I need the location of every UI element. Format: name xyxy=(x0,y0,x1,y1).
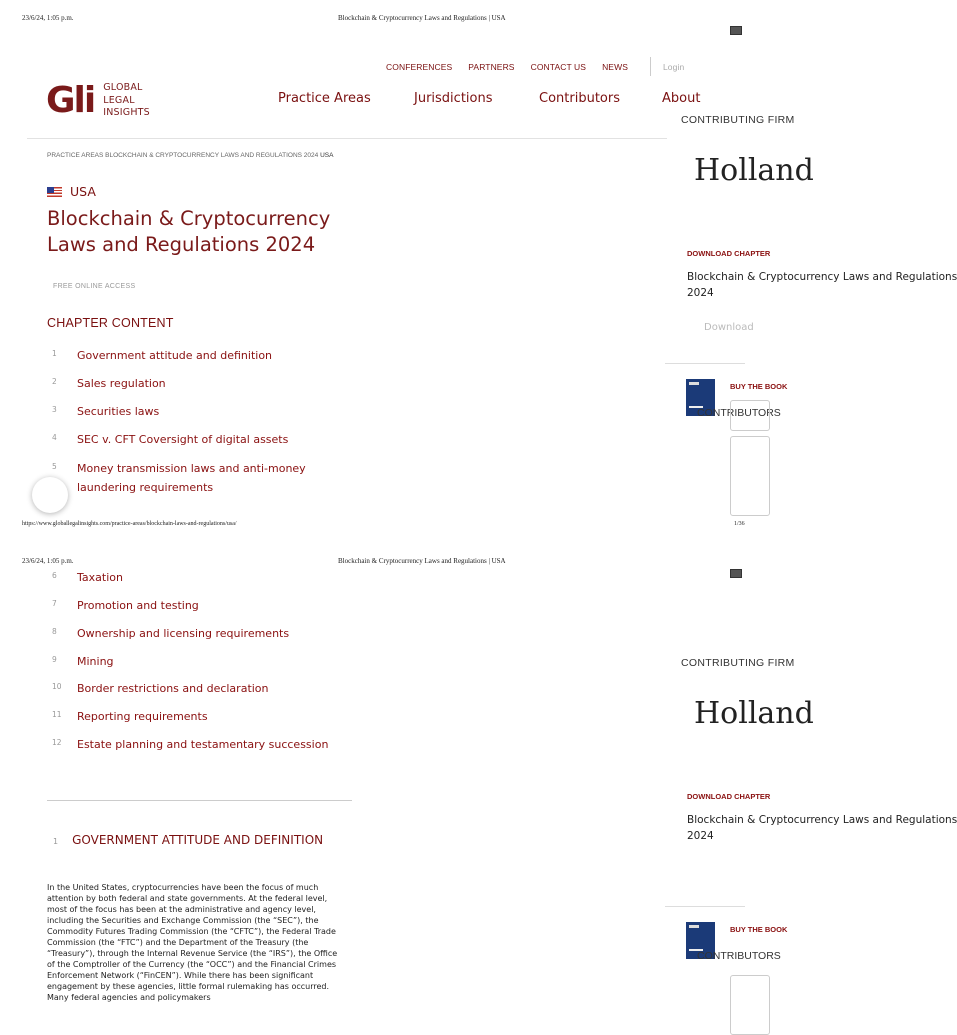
book-title-line: Blockchain & Cryptocurrency Laws and Regulations xyxy=(687,271,957,283)
sidebar-download-heading: DOWNLOAD CHAPTER xyxy=(687,792,771,801)
logo-line-3: INSIGHTS xyxy=(103,107,150,118)
toc-link[interactable]: Securities laws xyxy=(77,405,160,418)
section-body: In the United States, cryptocurrencies have been the focus of much attention by both federal and state governments. At the federal level, most of the focus has been at the administrative and agency level, including the Securities and Exchange Commission (the “SEC”), the Commodity Futures Trading Commission (the “CFTC”), the Federal Trade Commission (the “FTC”) and the Department of the Treasury (the “Treasury”), through the Internal Revenue Service (the “IRS”), the Office of the Comptroller of the Currency (the “OCC”) and the Financial Crimes Enforcement Network (“FinCEN”). While there has been significant engagement by these agencies, little formal rulemaking has occurred. Many federal agencies and policymakers xyxy=(47,883,338,1002)
sidebar-card[interactable] xyxy=(730,400,770,431)
print-doc-title: Blockchain & Cryptocurrency Laws and Regulations | USA xyxy=(338,14,506,22)
toc-item[interactable] xyxy=(47,652,367,671)
toc-link[interactable]: Government attitude and definition xyxy=(77,349,273,362)
toc-number: 11 xyxy=(52,710,62,719)
toc-link[interactable]: Money transmission laws and anti-money laundering requirements xyxy=(77,462,306,494)
toc-link[interactable]: Taxation xyxy=(77,571,123,584)
toc-item[interactable] xyxy=(47,596,367,615)
toc-item[interactable] xyxy=(47,430,367,449)
print-doc-title: Blockchain & Cryptocurrency Laws and Regulations | USA xyxy=(338,557,506,565)
sidebar-contributors-label: CONTRIBUTORS xyxy=(697,407,781,419)
nav-conferences[interactable]: CONFERENCES xyxy=(386,62,453,72)
sidebar-book-title xyxy=(687,269,957,301)
chapter-content-heading: CHAPTER CONTENT xyxy=(47,316,174,330)
breadcrumb-current: USA xyxy=(320,152,334,159)
login-link[interactable]: Login xyxy=(662,62,685,72)
sidebar-divider xyxy=(665,906,745,907)
header-divider xyxy=(27,138,667,139)
logo-line-2: LEGAL xyxy=(103,94,135,106)
toc-item[interactable] xyxy=(47,346,367,365)
logo-wordmark xyxy=(103,82,150,120)
nav-news[interactable]: NEWS xyxy=(602,62,628,72)
toc-number: 1 xyxy=(52,349,57,358)
us-flag-icon xyxy=(47,187,62,197)
toc-link[interactable]: Estate planning and testamentary succession xyxy=(77,738,329,751)
sidebar-book-title xyxy=(687,812,957,844)
sidebar-card[interactable] xyxy=(730,975,770,1035)
sidebar-divider xyxy=(665,363,745,364)
section-title: GOVERNMENT ATTITUDE AND DEFINITION xyxy=(72,833,324,847)
toc-item[interactable] xyxy=(47,459,337,497)
print-page-counter: 1/36 xyxy=(734,521,745,527)
nav-jurisdictions[interactable]: Jurisdictions xyxy=(414,91,493,106)
toc-number: 3 xyxy=(52,405,57,414)
toc-link[interactable]: Reporting requirements xyxy=(77,710,208,723)
toc-number: 12 xyxy=(52,738,62,747)
window-icon xyxy=(730,569,742,578)
nav-separator xyxy=(650,57,651,76)
country-name: USA xyxy=(70,184,96,199)
toc-number: 9 xyxy=(52,655,57,664)
toc-item[interactable] xyxy=(47,735,367,754)
book-year: 2024 xyxy=(687,287,714,299)
breadcrumb-path[interactable]: PRACTICE AREAS BLOCKCHAIN & CRYPTOCURRENCY LAWS AND REGULATIONS 2024 xyxy=(47,152,319,159)
toc-number: 6 xyxy=(52,571,57,580)
logo-line-1: GLOBAL xyxy=(103,82,143,93)
print-url: https://www.globallegalinsights.com/practice-areas/blockchain-laws-and-regulations/usa/ xyxy=(22,521,237,527)
sidebar-download-heading: DOWNLOAD CHAPTER xyxy=(687,249,771,258)
toc-number: 5 xyxy=(52,462,57,471)
toc-number: 7 xyxy=(52,599,57,608)
nav-contact-us[interactable]: CONTACT US xyxy=(530,62,587,72)
toc-link[interactable]: Ownership and licensing requirements xyxy=(77,627,290,640)
sidebar-contributing-label: CONTRIBUTING FIRM xyxy=(681,114,795,126)
book-year: 2024 xyxy=(687,830,714,842)
toc-item[interactable] xyxy=(47,679,367,698)
content-divider xyxy=(47,800,352,801)
window-icon xyxy=(730,26,742,35)
print-date: 23/6/24, 1:05 p.m. xyxy=(22,557,74,565)
free-access-badge: FREE ONLINE ACCESS xyxy=(53,283,136,290)
buy-book-link[interactable]: BUY THE BOOK xyxy=(730,925,788,934)
toc-item[interactable] xyxy=(47,568,367,587)
book-title-line: Blockchain & Cryptocurrency Laws and Regulations xyxy=(687,814,957,826)
toc-link[interactable]: Mining xyxy=(77,655,114,668)
nav-about[interactable]: About xyxy=(662,91,701,106)
nav-practice-areas[interactable]: Practice Areas xyxy=(278,91,371,106)
toc-item[interactable] xyxy=(47,624,367,643)
sidebar-card[interactable] xyxy=(730,436,770,516)
toc-number: 8 xyxy=(52,627,57,636)
firm-logo[interactable]: Holland xyxy=(694,696,814,731)
sidebar-contributing-label: CONTRIBUTING FIRM xyxy=(681,657,795,669)
floating-action-button[interactable] xyxy=(32,477,68,513)
nav-contributors[interactable]: Contributors xyxy=(539,91,620,106)
section-heading xyxy=(47,832,347,850)
toc-link[interactable]: SEC v. CFT Coversight of digital assets xyxy=(77,433,289,446)
print-date: 23/6/24, 1:05 p.m. xyxy=(22,14,74,22)
top-utility-nav xyxy=(386,62,700,76)
logo-mark: Gli xyxy=(46,79,95,121)
page-title: Blockchain & Cryptocurrency Laws and Regulations 2024 xyxy=(47,207,331,256)
toc-link[interactable]: Promotion and testing xyxy=(77,599,199,612)
sidebar-contributors-label: CONTRIBUTORS xyxy=(697,950,781,962)
section-number: 1 xyxy=(53,837,59,846)
toc-link[interactable]: Sales regulation xyxy=(77,377,166,390)
toc-number: 4 xyxy=(52,433,57,442)
toc-item[interactable] xyxy=(47,374,367,393)
country-label xyxy=(47,184,96,199)
toc-link[interactable]: Border restrictions and declaration xyxy=(77,682,269,695)
toc-item[interactable] xyxy=(47,402,367,421)
nav-partners[interactable]: PARTNERS xyxy=(468,62,515,72)
site-logo[interactable] xyxy=(46,79,150,121)
print-page-2 xyxy=(0,545,957,1024)
toc-number: 10 xyxy=(52,682,62,691)
download-button[interactable]: Download xyxy=(704,322,754,333)
toc-number: 2 xyxy=(52,377,57,386)
buy-book-link[interactable]: BUY THE BOOK xyxy=(730,382,788,391)
firm-logo[interactable]: Holland xyxy=(694,153,814,188)
breadcrumb xyxy=(47,152,333,159)
toc-item[interactable] xyxy=(47,707,367,726)
